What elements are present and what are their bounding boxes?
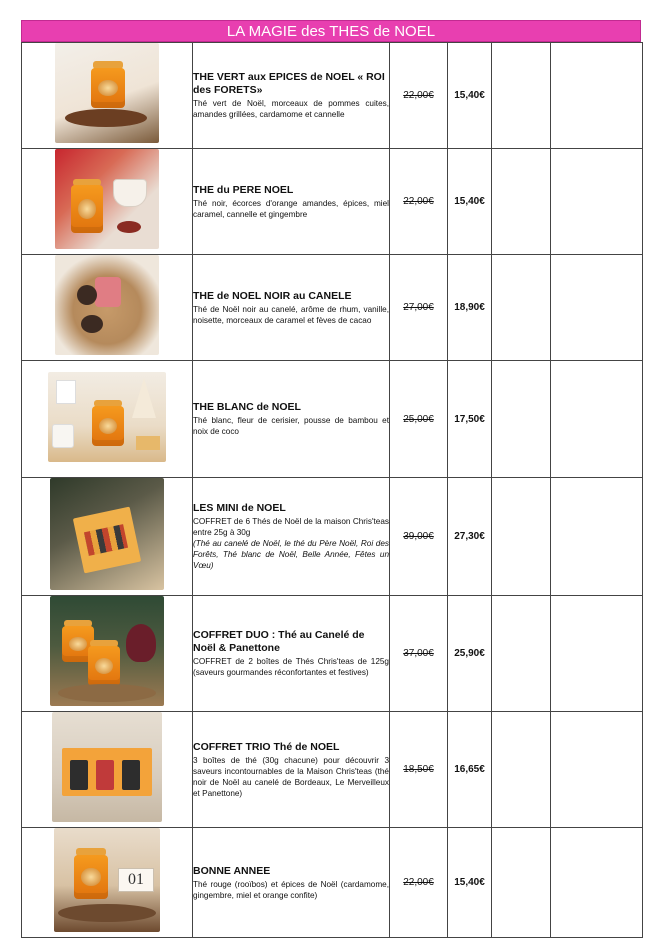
- empty-cell: [492, 361, 551, 478]
- original-price: 18,50€: [403, 764, 434, 775]
- price-cell: [390, 361, 448, 478]
- product-description-cell: [193, 712, 390, 828]
- product-title: COFFRET DUO : Thé au Canelé de Noël & Panettone: [193, 629, 365, 654]
- table-row: [22, 361, 643, 478]
- empty-cell: [492, 596, 551, 712]
- empty-cell: [492, 255, 551, 361]
- product-photo: 01: [54, 828, 160, 932]
- table-row: [22, 828, 643, 938]
- product-description: COFFRET de 6 Thés de Noël de la maison Chris'teas entre 25g à 30g: [193, 517, 389, 537]
- original-price: 37,00€: [403, 648, 434, 659]
- catalog-header: [21, 20, 641, 42]
- table-row: [22, 255, 643, 361]
- product-photo: [55, 149, 159, 249]
- sale-price-cell: [448, 478, 492, 596]
- original-price: 25,00€: [403, 413, 434, 425]
- product-description-cell: [193, 43, 390, 149]
- product-photo: [48, 372, 166, 462]
- product-title: LES MINI de NOEL: [193, 502, 286, 514]
- price-cell: [390, 149, 448, 255]
- product-title: COFFRET TRIO Thé de NOEL: [193, 740, 340, 753]
- sale-price: 15,40€: [454, 877, 485, 888]
- product-description-cell: [193, 828, 390, 938]
- sale-price-cell: [448, 712, 492, 828]
- product-photo-cell: [22, 478, 193, 596]
- product-description: 3 boîtes de thé (30g chacune) pour découvrir 3 saveurs incontournables de la Maison Chris'teas (thé noir de Noël au canelé de Bordeaux, Le Merveilleux et Panettone): [193, 755, 389, 798]
- product-description: Thé noir, écorces d'orange amandes, épices, miel caramel, cannelle et gingembre: [193, 198, 389, 219]
- product-description: Thé blanc, fleur de cerisier, pousse de bambou et noix de coco: [193, 416, 389, 436]
- empty-cell: [492, 712, 551, 828]
- empty-cell: [492, 478, 551, 596]
- empty-cell: [551, 596, 643, 712]
- product-description: Thé de Noël noir au canelé, arôme de rhum, vanille, noisette, morceaux de caramel et fèves de cacao: [193, 304, 389, 325]
- product-photo: [52, 712, 162, 822]
- product-description-note: (Thé au canelé de Noël, le thé du Père Noël, Roi des Forêts, Thé blanc de Noël, Belle Année, Fêtes un Vœu): [193, 539, 389, 570]
- product-photo: [50, 478, 164, 590]
- product-description-cell: [193, 478, 390, 596]
- product-photo: [55, 255, 159, 355]
- sale-price-cell: [448, 361, 492, 478]
- sale-price-cell: [448, 43, 492, 149]
- sale-price: 15,40€: [454, 196, 485, 207]
- product-description-cell: [193, 596, 390, 712]
- product-photo: [55, 43, 159, 143]
- table-row: [22, 43, 643, 149]
- product-photo-cell: [22, 43, 193, 149]
- original-price: 22,00€: [403, 877, 434, 888]
- product-title: THE VERT aux EPICES de NOEL « ROI des FORETS»: [193, 71, 385, 96]
- empty-cell: [551, 712, 643, 828]
- table-row: [22, 712, 643, 828]
- original-price: 39,00€: [403, 531, 434, 542]
- sale-price-cell: [448, 828, 492, 938]
- product-title: THE du PERE NOEL: [193, 183, 294, 196]
- product-title: THE BLANC de NOEL: [193, 401, 301, 413]
- sale-price: 15,40€: [454, 90, 485, 101]
- empty-cell: [551, 828, 643, 938]
- product-photo-cell: [22, 712, 193, 828]
- catalog-title: LA MAGIE des THES de NOEL: [226, 23, 436, 40]
- sale-price-cell: [448, 596, 492, 712]
- price-cell: [390, 596, 448, 712]
- empty-cell: [492, 149, 551, 255]
- original-price: 22,00€: [403, 196, 434, 207]
- sale-price: 18,90€: [454, 302, 485, 313]
- product-photo-cell: [22, 255, 193, 361]
- product-photo-cell: [22, 149, 193, 255]
- sale-price: 17,50€: [454, 413, 485, 425]
- empty-cell: [492, 43, 551, 149]
- product-description: COFFRET de 2 boîtes de Thés Chris'teas de 125g (saveurs gourmandes réconfortantes et festives): [193, 657, 389, 677]
- sale-price: 27,30€: [454, 531, 485, 542]
- price-cell: [390, 255, 448, 361]
- empty-cell: [551, 478, 643, 596]
- original-price: 22,00€: [403, 90, 434, 101]
- sale-price: 16,65€: [454, 764, 485, 775]
- price-cell: [390, 43, 448, 149]
- product-description-cell: [193, 149, 390, 255]
- product-photo: [50, 596, 164, 706]
- price-cell: [390, 478, 448, 596]
- product-description: Thé vert de Noël, morceaux de pommes cuites, amandes grillées, cardamome et cannelle: [193, 99, 389, 119]
- product-photo-cell: [22, 828, 193, 938]
- product-photo-cell: [22, 361, 193, 478]
- product-title: BONNE ANNEE: [193, 864, 271, 877]
- table-row: [22, 478, 643, 596]
- empty-cell: [551, 361, 643, 478]
- price-cell: [390, 712, 448, 828]
- price-cell: [390, 828, 448, 938]
- product-description-cell: [193, 255, 390, 361]
- empty-cell: [551, 149, 643, 255]
- product-photo-cell: [22, 596, 193, 712]
- product-description: Thé rouge (rooïbos) et épices de Noël (cardamome, gingembre, miel et orange confite): [193, 879, 389, 900]
- product-table: [21, 42, 643, 938]
- sale-price-cell: [448, 255, 492, 361]
- original-price: 27,00€: [403, 302, 434, 313]
- table-row: [22, 596, 643, 712]
- product-description-cell: [193, 361, 390, 478]
- sale-price-cell: [448, 149, 492, 255]
- product-title: THE de NOEL NOIR au CANELE: [193, 289, 352, 302]
- empty-cell: [492, 828, 551, 938]
- empty-cell: [551, 255, 643, 361]
- sale-price: 25,90€: [454, 648, 485, 659]
- table-row: [22, 149, 643, 255]
- empty-cell: [551, 43, 643, 149]
